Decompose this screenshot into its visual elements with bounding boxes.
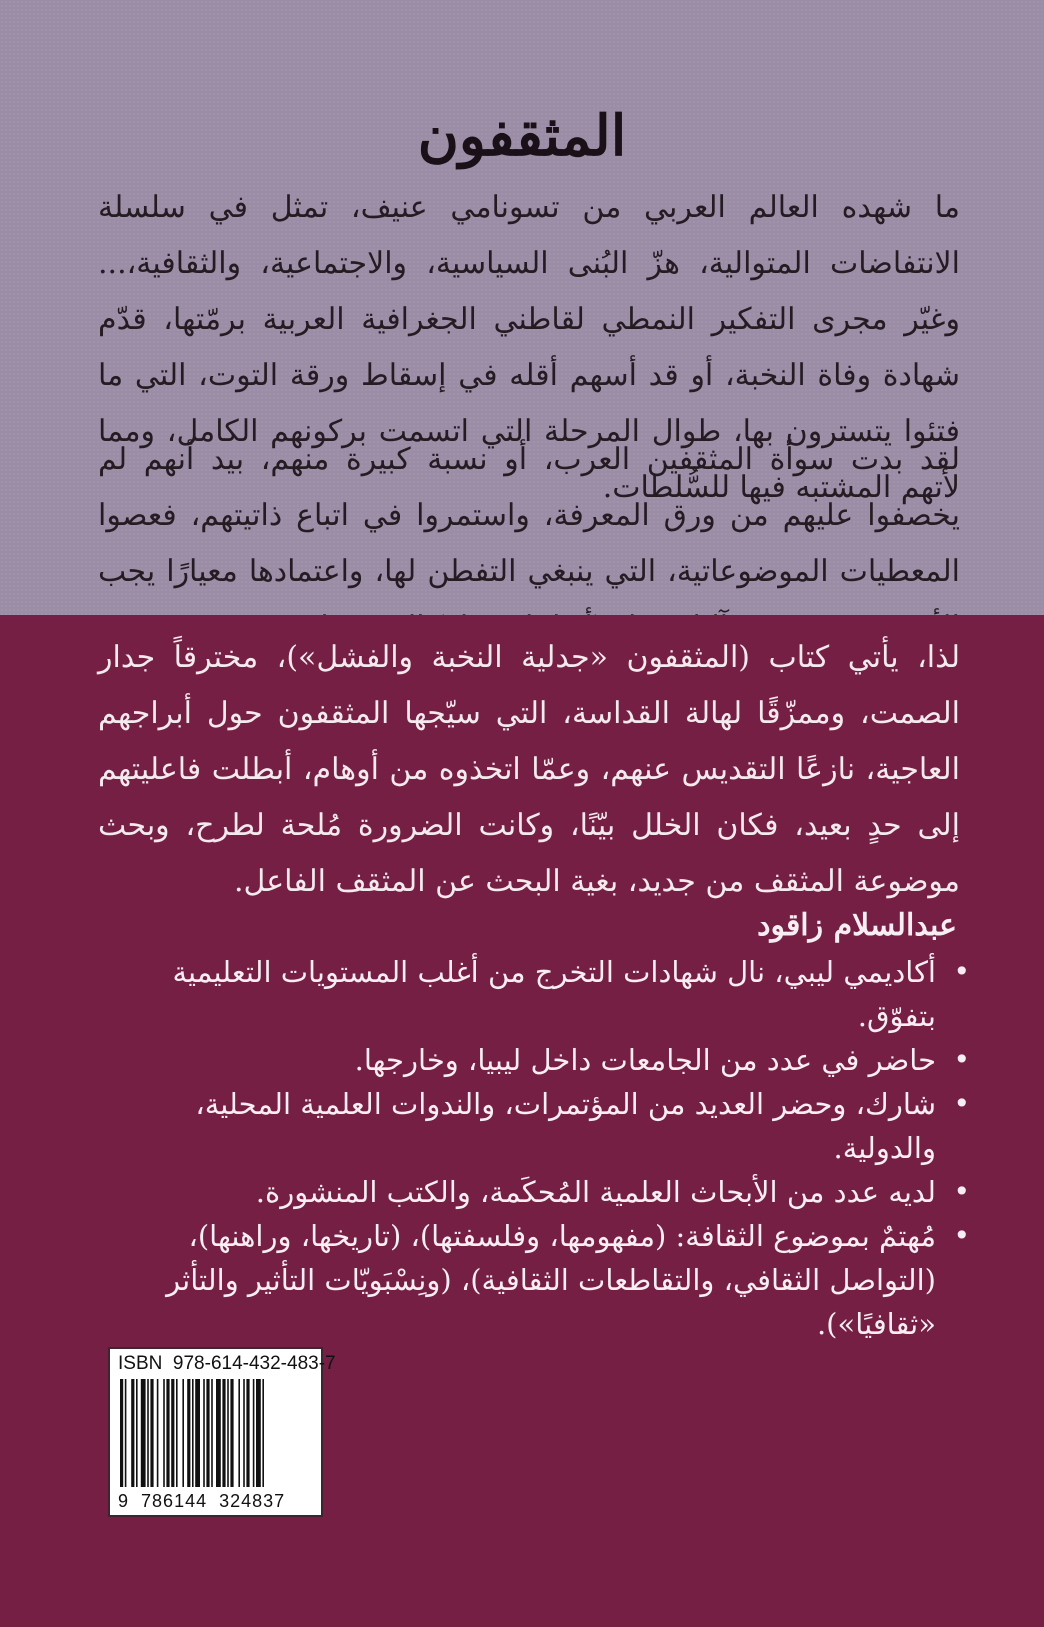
- bio-item: [98, 1214, 970, 1346]
- bio-item: [98, 1038, 970, 1082]
- barcode-bar: [157, 1379, 159, 1487]
- barcode-bar: [262, 1379, 264, 1487]
- barcode-bar: [216, 1379, 221, 1487]
- barcode-bar: [230, 1379, 233, 1487]
- barcode-digit-first: 9: [118, 1491, 130, 1511]
- barcode-bar: [171, 1379, 174, 1487]
- isbn-number: 978-614-432-483-7: [172, 1353, 336, 1374]
- barcode-bar: [125, 1379, 127, 1487]
- barcode: [108, 1347, 336, 1517]
- bullet-icon: •: [953, 1219, 970, 1252]
- bullet-icon: •: [953, 1087, 970, 1120]
- paragraph-second: لقد بدت سوأة المثقفين العرب، أو نسبة كبيرة منهم، بيد أنهم لم يخصفوا عليهم من ورق المعرفة، واستمروا في اتباع ذاتيتهم، فعصوا المعطيات الموضوعاتية، التي ينبغي التفطن لها، واعتمادها معيارًا يجب: [98, 442, 960, 589]
- bio-item: [98, 950, 970, 1038]
- barcode-bar: [256, 1379, 261, 1487]
- barcode-bar: [163, 1379, 165, 1487]
- isbn-line: [118, 1353, 336, 1375]
- paragraph-intro: ما شهده العالم العربي من تسونامي عنيف، تمثل في سلسلة الانتفاضات المتوالية، هزّ البُنى السياسية، والاجتماعية، والثقافية،... وغيّر مجرى التفكير النمطي لقاطني الجغرافية العربية برمّتها، قدّم شهادة وفاة النخبة، أو قد أسهم أقله في إسقاط ورقة التوت، التي ما فتئوا يتسترون بها، طوال المرحلة التي اتسمت بركونهم الكامل، ومما لأتهم المشتبه فيها للسُّلطات.: [98, 190, 960, 505]
- barcode-bar: [246, 1379, 249, 1487]
- bio-item: [98, 1082, 970, 1170]
- paragraph-book-summary: لذا، يأتي كتاب (المثقفون «جدلية النخبة والفشل»)، مخترقاً جدار الصمت، وممزّقًا لهالة القداسة، التي سيّجها المثقفون حول أبراجهم العاجية، نازعًا التقديس عنهم، وعمّا اتخذوه من أوهام، أبطلت فاعليتهم إلى حدٍ بعيد، فكان الخلل بيّنًا، وكانت الضرورة مُلحة لطرح، وبحث موضوعة المثقف من جديد، بغية البحث عن المثقف الفاعل.: [98, 640, 960, 899]
- barcode-bar: [120, 1379, 123, 1487]
- barcode-digits: [118, 1491, 285, 1512]
- barcode-bar: [222, 1379, 225, 1487]
- bio-item-text: لديه عدد من الأبحاث العلمية المُحكَمة، والكتب المنشورة.: [255, 1175, 936, 1209]
- author-name: عبدالسلام زاقود: [757, 908, 957, 943]
- barcode-bar: [206, 1379, 209, 1487]
- author-bio-list: [98, 950, 970, 1346]
- barcode-bar: [187, 1379, 190, 1487]
- barcode-bars-icon: [118, 1379, 316, 1489]
- bullet-icon: •: [953, 1175, 970, 1208]
- bio-item-text: أكاديمي ليبي، نال شهادات التخرج من أغلب المستويات التعليمية بتفوّق.: [172, 955, 936, 1033]
- bio-item-text: شارك، وحضر العديد من المؤتمرات، والندوات العلمية المحلية، والدولية.: [195, 1087, 936, 1165]
- bio-item-text: مُهتمٌ بموضوع الثقافة: (مفهومها، وفلسفتها)، (تاريخها، وراهنها)، (التواصل الثقافي، والتقاطعات الثقافية)، (ونِسْبَويّات التأثير والتأثر «ثقافيًا»).: [166, 1219, 936, 1341]
- barcode-bar: [227, 1379, 229, 1487]
- barcode-bar: [147, 1379, 149, 1487]
- barcode-bar: [203, 1379, 205, 1487]
- barcode-bar: [141, 1379, 146, 1487]
- barcode-bar: [238, 1379, 240, 1487]
- barcode-bar: [195, 1379, 200, 1487]
- barcode-bar: [166, 1379, 169, 1487]
- book-title: المثقفون: [417, 102, 627, 169]
- barcode-digit-group-right: 324837: [219, 1491, 286, 1511]
- barcode-bar: [136, 1379, 138, 1487]
- barcode-digit-group-left: 786144: [141, 1491, 208, 1511]
- barcode-bar: [150, 1379, 153, 1487]
- bullet-icon: •: [953, 1043, 970, 1076]
- barcode-bar: [243, 1379, 245, 1487]
- barcode-bar: [211, 1379, 213, 1487]
- barcode-bar: [176, 1379, 178, 1487]
- barcode-bar: [131, 1379, 134, 1487]
- bio-item: [98, 1170, 970, 1214]
- bio-item-text: حاضر في عدد من الجامعات داخل ليبيا، وخارجها.: [354, 1043, 936, 1077]
- barcode-bar: [253, 1379, 255, 1487]
- barcode-bar: [182, 1379, 184, 1487]
- isbn-label: ISBN: [118, 1353, 163, 1374]
- bullet-icon: •: [953, 955, 970, 988]
- barcode-bar: [192, 1379, 194, 1487]
